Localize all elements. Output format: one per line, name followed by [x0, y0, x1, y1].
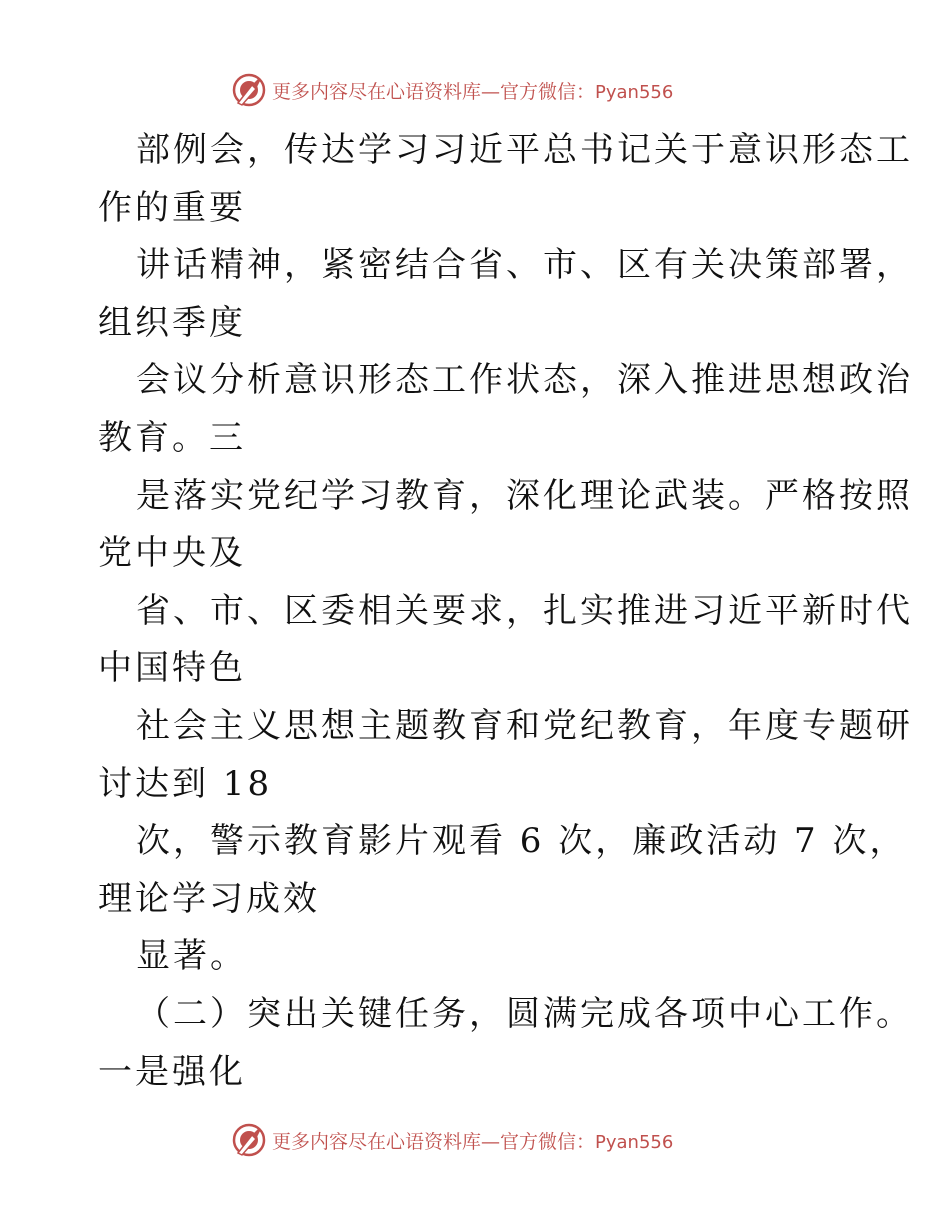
- text-line: 讨达到 18: [98, 763, 273, 804]
- text-line: 讲话精神，紧密结合省、市、区有关决策部署，: [136, 245, 913, 286]
- text-line: 理论学习成效: [98, 878, 320, 919]
- text-line: 中国特色: [98, 648, 246, 689]
- pen-logo-icon: [232, 73, 266, 107]
- text-line: 教育。三: [98, 417, 246, 458]
- text-line: 组织季度: [98, 302, 246, 343]
- header-watermark: [232, 70, 712, 110]
- document-body: [98, 122, 913, 1101]
- text-line: 显著。: [136, 936, 247, 977]
- text-line: 部例会，传达学习习近平总书记关于意识形态工: [136, 130, 913, 170]
- text-line: 是落实党纪学习教育，深化理论武装。严格按照: [136, 475, 913, 516]
- text-line: 社会主义思想主题教育和党纪教育，年度专题研: [136, 705, 913, 746]
- header-watermark-text: 更多内容尽在心语资料库—官方微信：Pyan556: [272, 80, 674, 103]
- text-line: 会议分析意识形态工作状态，深入推进思想政治: [136, 360, 913, 401]
- pen-logo-icon: [232, 1123, 266, 1157]
- text-line: 作的重要: [98, 187, 246, 228]
- footer-watermark-text: 更多内容尽在心语资料库—官方微信：Pyan556: [272, 1130, 674, 1153]
- footer-watermark: [232, 1120, 712, 1160]
- text-line: 次，警示教育影片观看 6 次，廉政活动 7 次，: [136, 821, 907, 862]
- text-line: （二）突出关键任务，圆满完成各项中心工作。: [136, 993, 913, 1034]
- text-line: 省、市、区委相关要求，扎实推进习近平新时代: [136, 590, 913, 631]
- text-line: 党中央及: [98, 533, 246, 574]
- text-line: 一是强化: [98, 1051, 246, 1092]
